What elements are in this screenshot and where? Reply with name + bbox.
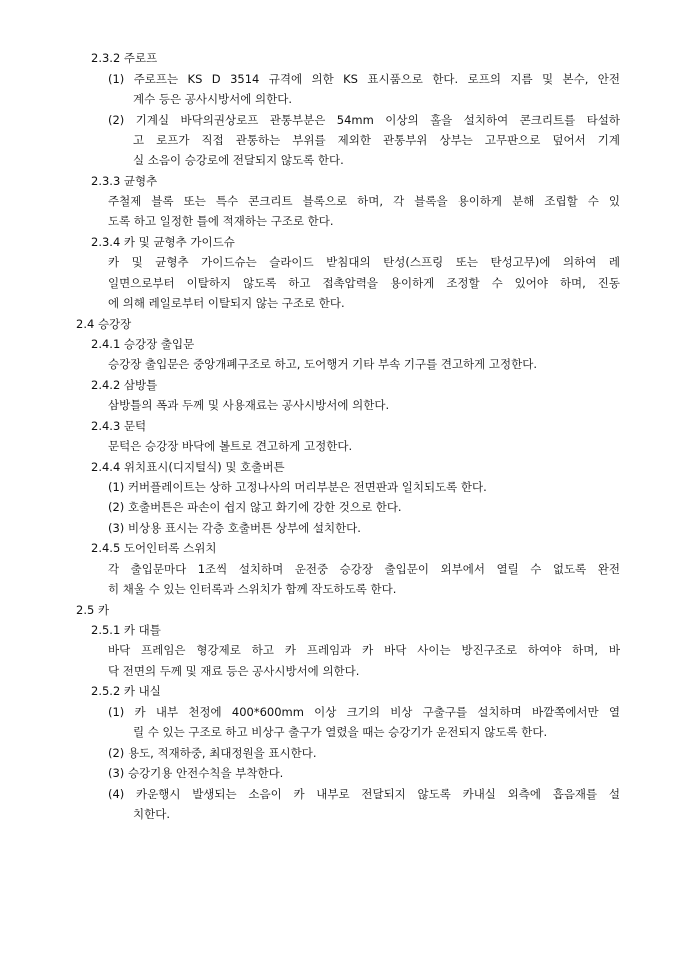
list-item-line: 치한다. xyxy=(133,807,170,821)
list-item: (1) 커버플레이트는 상하 고정나사의 머리부분은 전면판과 일치되도록 한다. xyxy=(108,480,487,494)
section-heading-2-3-4: 2.3.4 카 및 균형추 가이드슈 xyxy=(91,235,235,249)
list-item: (2) 호출버튼은 파손이 쉽지 않고 화기에 강한 것으로 한다. xyxy=(108,500,402,514)
paragraph-line: 히 채울 수 있는 인터록과 스위치가 함께 작도하도록 한다. xyxy=(108,582,397,596)
list-item-line: 실 소음이 승강로에 전달되지 않도록 한다. xyxy=(133,153,344,167)
list-item: (3) 승강기용 안전수칙을 부착한다. xyxy=(108,766,284,780)
section-heading-2-4-1: 2.4.1 승강장 출입문 xyxy=(91,337,195,351)
list-item-line: (4) 카운행시 발생되는 소음이 카 내부로 전달되지 않도록 카내실 외측에 흡음재를 설 xyxy=(108,787,620,801)
section-heading-2-4-3: 2.4.3 문턱 xyxy=(91,419,147,433)
paragraph-line: 닥 전면의 두께 및 재료 등은 공사시방서에 의한다. xyxy=(108,664,360,678)
paragraph-line: 일면으로부터 이탈하지 않도록 하고 접촉압력을 용이하게 조정할 수 있어야 하며, 진동 xyxy=(108,276,620,290)
section-heading-2-3-2: 2.3.2 주로프 xyxy=(91,51,158,65)
paragraph-line: 바닥 프레임은 형강제로 하고 카 프레임과 카 바닥 사이는 방진구조로 하여야 하며, 바 xyxy=(108,643,620,657)
section-heading-2-5: 2.5 카 xyxy=(76,603,110,617)
list-item-line: 고 로프가 직접 관통하는 부위를 제외한 관통부위 상부는 고무판으로 덮어서 기계 xyxy=(133,133,620,147)
section-heading-2-5-1: 2.5.1 카 대틀 xyxy=(91,623,161,637)
section-heading-2-5-2: 2.5.2 카 내실 xyxy=(91,684,161,698)
section-heading-2-4-2: 2.4.2 삼방틀 xyxy=(91,378,158,392)
section-heading-2-3-3: 2.3.3 균형추 xyxy=(91,174,158,188)
paragraph-line: 각 출입문마다 1조씩 설치하며 운전중 승강장 출입문이 외부에서 열릴 수 없도록 완전 xyxy=(108,562,620,576)
paragraph-line: 카 및 균형추 가이드슈는 슬라이드 받침대의 탄성(스프링 또는 탄성고무)에 의하여 레 xyxy=(108,255,620,269)
section-heading-2-4: 2.4 승강장 xyxy=(76,317,132,331)
list-item-line: 계수 등은 공사시방서에 의한다. xyxy=(133,92,293,106)
list-item-line: 릴 수 있는 구조로 하고 비상구 출구가 열렸을 때는 승강기가 운전되지 않도록 한다. xyxy=(133,725,548,739)
paragraph-line: 에 의해 레일로부터 이탈되지 않는 구조로 한다. xyxy=(108,296,345,310)
list-item: (2) 용도, 적재하중, 최대정원을 표시한다. xyxy=(108,746,317,760)
paragraph-line: 도록 하고 일정한 틀에 적재하는 구조로 한다. xyxy=(108,214,334,228)
section-heading-2-4-4: 2.4.4 위치표시(디지털식) 및 호출버튼 xyxy=(91,460,285,474)
paragraph-line: 주철제 블록 또는 특수 콘크리트 블록으로 하며, 각 블록을 용이하게 분해 조립할 수 있 xyxy=(108,194,620,208)
paragraph-line: 문턱은 승강장 바닥에 볼트로 견고하게 고정한다. xyxy=(108,439,353,453)
paragraph-line: 승강장 출입문은 중앙개폐구조로 하고, 도어행거 기타 부속 기구를 견고하게 고정한다. xyxy=(108,357,538,371)
paragraph-line: 삼방틀의 폭과 두께 및 사용재료는 공사시방서에 의한다. xyxy=(108,398,390,412)
list-item-line: (2) 기계실 바닥의권상로프 관통부분은 54mm 이상의 홀을 설치하여 콘크리트를 타설하 xyxy=(108,113,620,127)
list-item-line: (1) 카 내부 천정에 400*600mm 이상 크기의 비상 구출구를 설치하며 바깥쪽에서만 열 xyxy=(108,705,620,719)
list-item: (3) 비상용 표시는 각층 호출버튼 상부에 설치한다. xyxy=(108,521,361,535)
section-heading-2-4-5: 2.4.5 도어인터록 스위치 xyxy=(91,541,217,555)
list-item-line: (1) 주로프는 KS D 3514 규격에 의한 KS 표시품으로 한다. 로프의 지름 및 본수, 안전 xyxy=(108,72,620,86)
